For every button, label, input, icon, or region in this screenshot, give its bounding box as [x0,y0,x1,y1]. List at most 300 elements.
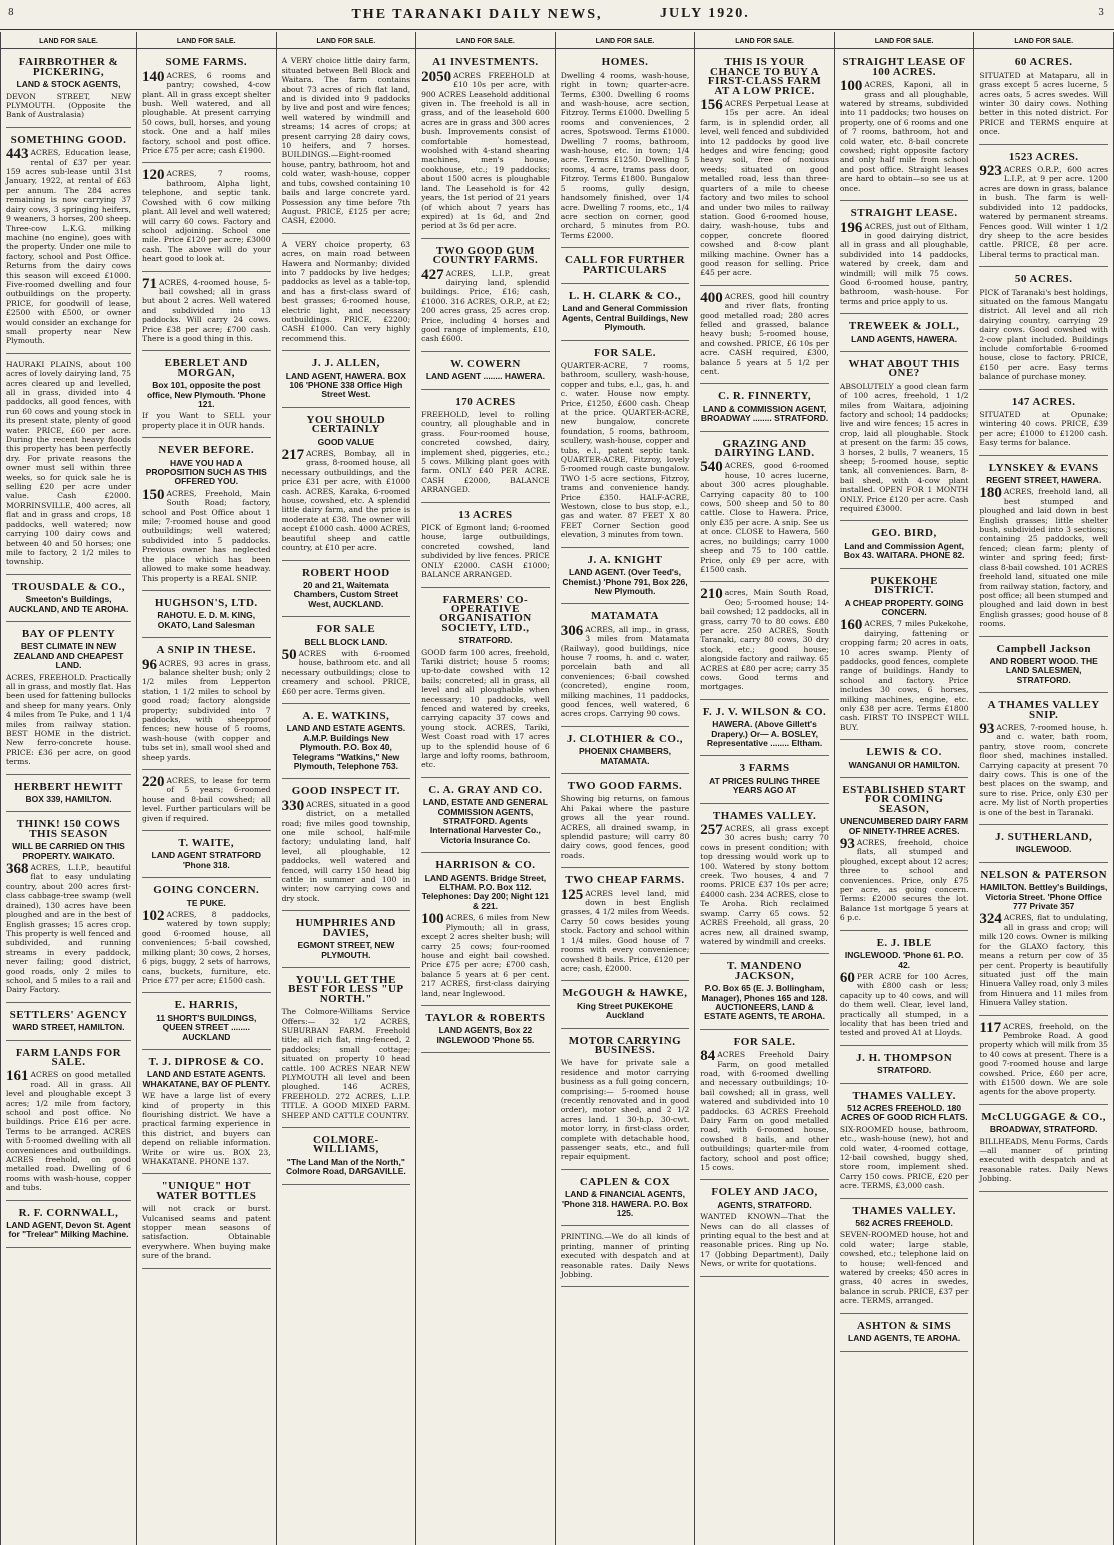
ad-text: A VERY choice little dairy farm, situated between Bell Block and Waitara. The farm contains about 73 acres of rich flat land, and is divided into 9 paddocks by live and post and wire fences; well watered by windmill and streams; 14 acres of crops; at present carrying 28 dairy cows, 10 heifers, and 7 horses. BUILDINGS.—Eight-roomed house, pantry, bathroom, hot and cold water, wash-house, copper and tubs, cowshed containing 10 bails and large concrete yard. Possession any time before 7th August. PRICE, £125 per acre; CASH, £2000. [281,56,411,226]
ad-text: A VERY choice property, 63 acres, on main road between Hawera and Normanby; divided into 7 paddocks by live hedges; paddocks as level as a table-top, and has a first-class sward of best grasses; 6-roomed house, electric light, and necessary outbuildings. PRICE, £2200; CASH £1000. Can very highly recommend this. [281,239,411,343]
ad-subtitle: REGENT STREET, HAWERA. [986,475,1102,486]
ad-body [560,622,690,719]
classified-ad [700,807,829,955]
classified-ad [282,782,411,911]
ad-subtitle: 512 ACRES FREEHOLD. 180 ACRES OF GOOD RICH FLATS. [840,1102,968,1123]
agent-name: HUMPHRIES AND DAVIES, [295,917,396,939]
classified-ad [142,275,271,352]
ad-acreage: 60 [839,969,855,986]
agent-name: TREWEEK & JOLL, [848,320,960,333]
ad-body [6,92,131,120]
agent-name: HUGHSON'S, LTD. [154,596,258,609]
ad-title: "UNIQUE" HOT WATER BOTTLES [156,1180,257,1202]
ad-body [421,266,550,344]
ad-text: ACRES, freehold, on the Pembroke Road. A good property which will milk from 35 to 40 cows at present. There is a good 7-roomed house and large cowshed. Price, £60 per acre, with £1500 down. We are sole agents for the above property. [979,1021,1108,1097]
ad-title: WHAT ABOUT THIS ONE? [848,357,960,380]
ad-text: Showing big returns, on famous Ahi Pakai where the pasture grows all the year round. ACRES, all drained swamp, in splendid pasture; will carry 80 dairy cows, good fences, good roads. [560,794,690,860]
ad-body [700,824,829,946]
ad-title: LYNSKEY & EVANS [988,461,1099,474]
ad-text: SITUATED at Mataparu, all in grass except 5 acres lucerne, 5 acres oats, 5 acres swedes. Will winter 30 dairy cows. Nothing better in this noted district. For PRICE and TERMS enquire at once. [979,70,1108,137]
ad-text: WE have a large list of every kind of property in this flourishing district. We have a practical farming experience in this district, and buyers can depend on reliable information. Write or wire us. BOX 23, WHAKATANE. PHONE 137. [142,1091,271,1166]
column-7 [835,32,975,1545]
ad-body [700,1050,829,1172]
ad-text: ACRES, Education lease, rental of £37 per year. 159 acres sub-lease until 31st January, 1922, at rental of £63 per annum. The 284 acres remaining is now carrying 37 dairy cows, 3 springing heifers, 9 weaners, 3 horses, 200 sheep. Three-cow L.K.G. milking machine (no engine), goes with the property. Under one mile to factory, school and Post Office. Returns from the dairy cows this season will exceed £1000. Five-roomed dwelling and four outbuildings on the property. PRICE, for goodwill of lease, £2500 with £500, or owner would consider an exchange for small property near New Plymouth. [6,148,131,346]
agent-name: L. H. CLARK & CO., [568,289,682,302]
classified-ad [282,707,411,779]
ad-body [142,910,271,985]
ad-subtitle: LAND AND ESTATE AGENTS. A.M.P. Buildings New Plymouth. P.O. Box 40, Telegrams "Watkins," New Plymouth, Telephone 753. [286,723,406,771]
ad-subtitle: LAND AGENT, Devon St. Agent for "Trelear" Milking Machine. [6,1220,131,1240]
ad-text: ACRES, Kaponi, all in grass and all ploughable, watered by streams, subdivided into 11 paddocks; two houses on property, one of 6 rooms and one of 7 rooms, bathroom, hot and cold water, etc. 8-bail concrete cowshed; right opposite factory and only half mile from school and post office. Straight leases are hard to obtain—so see us at once. [839,80,969,193]
ad-acreage: 220 [142,774,165,790]
agent-name: ASHTON & SIMS [856,1319,952,1332]
ad-text: The Colmore-Williams Service Offers:— 32 1/2 ACRES, SUBURBAN FARM. Freehold title; all rich flat, ring-fenced, 2 paddocks; small cottage; situated on property 10 head cattle. 100 ACRES NEAR NEW PLYMOUTH all level and been ploughed. 146 ACRES, FREEHOLD. 272 ACRES, L.I.P. TITLE. A GOOD MIXED FARM. SHEEP AND CATTLE COUNTRY. [281,1007,411,1120]
ad-text: PER ACRE for 100 Acres, with £800 cash or less; capacity up to 40 cows, and will do them well. Clear, level land, practically all stumped, in a locality that has been tried and tested and proved A1 at Lloyds. [839,971,969,1038]
column-header: LAND FOR SALE. [137,34,276,49]
classified-ad [421,506,550,588]
ad-subtitle: Land and General Commission Agents, Central Buildings, New Plymouth. [561,303,689,333]
ad-text: ACRES, situated in a good district, on a metalled road; five miles good township, one mile school, half-mile factory; undulating land, half level, all ploughable, 12 paddocks, well watered and fenced, will carry 150 head big cattle in summer and 100 in winter; now carrying cows and dry stock. [281,799,411,903]
classified-ad [979,148,1108,267]
ad-acreage: 324 [979,911,1002,928]
ad-body [421,648,550,770]
ad-acreage: 217 [281,447,305,464]
ad-title: A1 INVESTMENTS. [432,56,539,69]
ad-body [840,619,969,732]
column-6 [695,32,835,1545]
ad-text: We have for private sale a residence and motor carrying business as a full going concern, comprising:— 5-roomed house (recently renovated and in good order), motor shed, and 2 1/2 acres land. 1 30-h.p. 30-cwt. motor lorry, in first-class order, complete with detachable hood, passenger seats, etc., and full repair equipment. [560,1058,690,1162]
ad-acreage: 257 [700,822,723,839]
ad-text: WANTED KNOWN—That the News can do all classes of printing equal to the best and at reasonable prices. Ring up No. 17 (Jobbing Department), Daily News, or write for quotations. [700,1212,829,1269]
ad-acreage: 125 [560,886,584,903]
agent-name: TROUSDALE & CO., [11,580,126,593]
ad-body [142,1204,271,1260]
ad-subtitle: WILL BE CARRIED ON THIS PROPERTY. WAIKATO. [12,841,125,861]
ad-body [6,360,131,567]
agent-name: J. J. ALLEN, [311,357,380,370]
classified-ad [142,773,271,831]
classified-ad [142,53,271,163]
classified-ad [561,1032,690,1170]
ad-title: TWO GOOD FARMS. [567,780,683,792]
classified-ad [282,237,411,351]
ad-title: YOU'LL GET THE BEST FOR LESS "UP NORTH." [288,973,404,1005]
ad-title: W. COWERN [450,357,521,370]
ad-body [560,886,690,974]
ad-subtitle: A CHEAP PROPERTY. GOING CONCERN. [844,597,964,617]
column-2 [137,32,277,1545]
ad-text: ACRES, just out of Eltham, in good dairying district, all in grass and all ploughable, subdivided into 14 paddocks, watered by creek, dam and windmill; will milk 75 cows. Good 6-roomed house, pantry, bathroom, wash-house. For terms and price apply to us. [839,221,969,306]
ad-subtitle: AND ROBERT WOOD. THE LAND SALESMEN, STRATFORD. [989,655,1098,685]
column-header: LAND FOR SALE. [974,34,1113,49]
masthead-date: JULY 1920. [660,6,750,21]
ad-title: BAY OF PLENTY [21,627,116,640]
classified-ad [700,387,829,431]
ad-text: SEVEN-ROOMED house, hot and cold water; large stable, cowshed, etc.; telephone laid on to house; well-fenced and watered by creeks; 450 acres in grass, 40 acres in swedes, balance in scrub. PRICE, £37 per acre. TERMS, arranged. [839,1230,969,1306]
ad-title: HOMES. [601,56,649,69]
classified-ad [142,1053,271,1174]
ad-title: 50 ACRES. [1014,273,1073,286]
ad-title: ROBERT HOOD [301,566,390,579]
classified-ad [840,1317,969,1352]
ad-acreage: 196 [839,219,863,236]
ad-title: THINK! 150 COWS THIS SEASON [16,818,121,840]
ad-body [142,1091,271,1166]
ad-text: ACRES with 6-roomed house, bathroom etc. and all necessary outbuildings; close to creamery and school. PRICE, £60 per acre. Terms given. [281,648,411,696]
agent-name: T. J. DIPROSE & CO. [148,1055,264,1068]
ad-body [979,410,1108,448]
classified-ad [142,594,271,638]
ad-text: ACRES, 7 rooms, bathroom, Alpha light, telephone, and septic tank. Cowshed with 6 cow milking plant. All level and well watered; will carry 60 cows. Factory and school adjoining. School one mile. Price £120 per acre; £3000 cash. The above will do your heart good to look at. [142,169,271,264]
agent-name: F. J. V. WILSON & CO. [702,705,827,718]
ad-title: MATAMATA [591,610,659,623]
ad-body [700,588,829,691]
agent-name: C. A. GRAY AND CO. [428,783,543,796]
ad-text: ACRES, good 6-roomed house, 10 acres lucerne, about 300 acres ploughable. Carrying capacity 80 to 100 cows, 500 sheep and 50 to 80 cattle. Close to Hawera. Price, only £35 per acre. A snip. See us at once. CLOSE to Hawera, 560 acres, no buildings; carry 1000 sheep and 75 to 100 cattle. Price, only £9 per acre, with £1500 cash. [700,461,829,574]
agent-name: C. R. FINNERTY, [717,390,812,403]
ad-acreage: 180 [979,485,1002,502]
classified-ad [6,815,131,1002]
ad-body [839,969,969,1038]
ad-body [421,523,550,579]
ad-acreage: 540 [700,459,723,476]
masthead-left-folio: 8 [8,8,14,18]
classified-ad [282,354,411,408]
ad-acreage: 161 [6,1068,29,1085]
ad-body [840,838,969,923]
ad-text: ACRES, all imp., in grass, 3 miles from Matamata (Railway), good buildings, nice house 7 rooms, h. and c. water, porcelain bath and all conveniences; 6-bail cowshed (concreted), engine room, milking machines, 11 paddocks, good fences, well watered, 6 acres crops. Carrying 90 cows. [560,624,690,719]
ad-text: PICK of Taranaki's best holdings, situated on the famous Mangatu district. All level and all rich dairying country, carrying 29 dairy cows. Good cowshed with 2-cow plant included. Buildings include comfortable 6-roomed house, close to factory. PRICE, £150 per acre. Easy terms balance of purchase money. [979,287,1108,382]
ad-acreage: 306 [560,622,584,639]
ad-text: ACRES, FREEHOLD. Practically all in grass, and mostly flat. Has been used for fattening bullocks and sheep for many years. Only 4 miles from Te Puke, and 1 1/4 miles from railway station. BEST HOME in the district. New ferro-concrete house. PRICE: £36 per acre, on good terms. [6,672,131,767]
masthead-right-folio: 3 [1098,8,1104,18]
ad-subtitle: LAND AGENT, HAWERA. BOX 106 'PHONE 338 Office High Street West. [285,370,406,400]
ad-body [561,361,690,540]
column-4 [416,32,556,1545]
ad-subtitle: INGLEWOOD. [1015,844,1072,855]
classified-ad [700,1033,829,1181]
masthead [0,0,1114,30]
classified-ad [979,459,1108,637]
classified-ad [840,204,969,314]
ad-text: ACRES, to lease for term of 5 years; 6-roomed house and 8-bail cowshed; all level. Further particulars will be given if required. [142,776,271,823]
ad-body [421,410,550,495]
ad-subtitle: TE PUKE. [186,897,226,908]
ad-text: ACRES O.R.P., 600 acres L.I.P., at 9 per acre. 1200 acres are down in grass, balance in bush. The farm is well-subdivided into 12 paddocks, watered by permanent streams. Fences good. Will winter 1 1/2 dry sheep to the acre besides cattle. PRICE, £8 per acre. Liberal terms to practical man. [979,165,1108,259]
ad-body [421,68,550,231]
classified-ad [840,1202,969,1314]
classified-ad [561,777,690,868]
classified-ad [700,435,829,583]
ad-text: ACRES, 8 paddocks, watered by town supply; good 6-roomed house, all conveniences; 5-bail cowshed, milking plant; 30 cows, 2 horses, 6 pigs, buggy, 2 sets of harrows, cans, buckets, furniture, etc. Price £77 per acre; £1500 cash. [142,910,271,985]
ad-title: HERBERT HEWITT [14,780,123,793]
ad-text: ACRES, freehold, choice flats, all stumped and ploughed, except about 12 acres; three to school and conveniences. Price, only £75 per acre, as going concern. Terms: £2000 secures the lot. Balance 1st mortgage 5 years at 6 p.c. [839,838,969,923]
ad-text: ACRES FREEHOLD at £10 10s per acre, with 900 ACRES Leasehold additional given in. The freehold is all in grass, and of the leasehold 600 acres are in grass and 300 acres bush. Improvements consist of comfortable homestead, woolshed with 4-stand shearing machines, men's house, cookhouse, etc.; 19 paddocks; about 1500 acres is ploughable land. The Leasehold is for 42 years, the 1st period of 21 years (of which about 7 years has expired) at 1s 6d, and 2nd period at 3s 6d per acre. [421,70,550,231]
ad-body [700,289,829,377]
ad-text: ACRES, 7-roomed house, h. and c. water, bath room, pantry, stove room, concrete floor shed, machines installed. Carrying capacity at present 70 dairy cows. This is one of the best places on the swamp, and sure to rise. Price, only £30 per acre. My list of North properties is one of the best in Taranaki. [979,722,1108,817]
classified-ad [840,317,969,352]
classified-ad [142,641,271,770]
ad-subtitle: BEST CLIMATE IN NEW ZEALAND AND CHEAPEST LAND. [13,641,124,671]
classified-ad [561,251,690,284]
ad-title: NEVER BEFORE. [158,444,255,457]
ad-subtitle: EGMONT STREET, NEW PLYMOUTH. [297,940,395,960]
agent-name: T. WAITE, [178,837,235,850]
column-header: LAND FOR SALE. [835,34,974,49]
ad-acreage: 140 [142,68,165,85]
ad-text: GOOD farm 100 acres, freehold, Tariki district; house 5 rooms; up-to-date cowshed with 12 bails; concreted; all in grass, all level and all ploughable when necessary; 10 paddocks, well fenced and watered by creeks, carrying capacity 37 cows and young stock. ACRES, Tariki, West Coast road with 17 acres up to the splendid house of 6 large and lofty rooms, bathroom, etc. [421,647,550,770]
agent-name: J. SUTHERLAND, [995,831,1093,844]
ad-text: ACRES, all grass except 30 acres bush; carry 70 cows in present condition; with top dressing would work up to 100. Watered by stony bottom creek. Two houses, 4 and 7 rooms. PRICE £37 10s per acre; £4000 cash. 234 ACRES, close to Te Aroha. Rich reclaimed swamp. Carry 65 cows. 52 ACRES Freehold, all grass, 20 acres new, all drained swamp, watered by windmill and creeks. [700,824,829,946]
ad-body [282,56,411,225]
ad-title: 1523 ACRES. [1008,150,1079,163]
classified-ad [840,53,969,201]
ad-text: SITUATED at Opunake; wintering 40 cows. PRICE, £39 per acre; £1000 to £1200 cash. Easy terms for balance. [979,410,1108,448]
masthead-title: THE TARANAKI DAILY NEWS, [351,6,603,22]
ad-text: BILLHEADS, Menu Forms, Cards—all manner of printing executed with despatch and at reasonable rates. Daily News Jobbing. [979,1136,1108,1184]
ad-body [6,1070,131,1192]
classified-ad [840,572,969,741]
ad-subtitle: LAND AGENT STRATFORD 'Phone 318. [151,850,262,870]
ad-subtitle: 20 and 21, Waitemata Chambers, Custom Street West, AUCKLAND. [293,579,399,609]
classified-ad [840,355,969,522]
ad-title: GOING CONCERN. [153,884,260,897]
column-8 [974,32,1114,1545]
column-header: LAND FOR SALE. [556,34,695,49]
classified-ad [979,1019,1108,1105]
ad-text: ACRES, 93 acres in grass, balance shelter bush; only 2 1/2 miles from Lepperton station, 1 1/2 miles to school by good road; factory alongside property; subdivided into 7 paddocks, with sheepproof fences; new house of 5 rooms, wash-house (with copper and tubs set in), small wool shed and sheep yards. [142,658,271,762]
ad-title: THAMES VALLEY. [852,1204,956,1217]
ad-body [142,486,271,583]
classified-ad [979,696,1108,825]
classified-ad [561,730,690,774]
agent-name: J. CLOTHIER & CO., [567,732,683,745]
ad-acreage: 427 [421,266,444,283]
classified-ad [282,620,411,704]
ad-body [979,1137,1108,1184]
ad-title: J. A. KNIGHT [587,553,663,566]
ad-body [6,863,131,995]
column-header: LAND FOR SALE. [1,34,136,49]
classified-ad [142,1177,271,1268]
ad-text: ACRES level land, mid down in best English grasses, 4 1/2 miles from Weeds. Carry 50 cows besides young stock. Factory and school within 1 1/4 miles. Good house of 7 rooms with every convenience; cowshed 8 bails. Price, £120 per acre; cash, £2000. [560,888,690,973]
ad-subtitle: AGENTS, STRATFORD. [717,1199,812,1210]
ad-title: E. J. IBLE [876,936,932,949]
agent-name: TAYLOR & ROBERTS [425,1011,546,1024]
classified-ad [6,131,131,354]
classified-ad [979,828,1108,863]
agent-name: T. MANDENO JACKSON, [727,960,803,982]
ad-text: SIX-ROOMED house, bathroom, etc., wash-house (new), hot and cold water, 4-roomed cottage, 12-bail cowshed, buggy shed, store room, implement shed. Carry 150 cows. PRICE, £20 per acre. TERMS, £3,000 cash. [839,1124,969,1191]
classified-ad [421,856,550,1006]
ad-body [282,449,411,552]
ad-text: ACRES Perpetual Lease at 15s per acre. An ideal farm, is in splendid order, all level, well fenced and subdivided into 12 paddocks by good live hedges and wire fencing; good heavy soil, free of noxious weeds; situated on good metalled road, less than three-quarters of a mile to cheese factory and two miles to school and under two miles to railway station. Good 6-roomed house, dairy, wash-house, tubs and copper, concrete floored cowshed and 8-cow plant milking machine. Owner has a good reason for selling. Price £45 per acre. [700,99,829,278]
ad-acreage: 210 [700,586,723,603]
ad-title: STRAIGHT LEASE. [850,207,958,220]
ad-subtitle: BROADWAY, STRATFORD. [989,1124,1098,1135]
ad-subtitle: LAND AGENTS, TE AROHA. [848,1333,961,1344]
classified-ad [421,355,550,390]
classified-ad [979,270,1108,389]
ad-body [979,720,1108,817]
classified-ad [142,834,271,878]
ad-body [561,71,690,240]
ad-subtitle: LAND AGENTS, HAWERA. [851,333,958,344]
classified-ad [6,778,131,813]
classified-ad [142,996,271,1050]
classified-ad [700,759,829,803]
classified-ad [840,743,969,778]
ad-title: TWO GOOD GUM COUNTRY FARMS. [432,244,539,267]
column-header: LAND FOR SALE. [416,34,555,49]
ad-body [421,913,550,998]
classified-ad [700,957,829,1029]
classified-ad [6,1044,131,1201]
ad-text: ACRES, good hill country and river flats, fronting good metalled road; 280 acres felled and grassed, balance heavy bush; 5-roomed house, and cowshed. PRICE, £6 10s per acre. CASH required, £300, balance 5 years at 5 1/2 per cent. [700,291,829,376]
ad-title: 13 ACRES [458,508,513,521]
ad-title: FOR SALE. [733,1035,796,1048]
ad-text: ACRES, 4-roomed house, 5-bail cowshed; all in grass but about 2 acres. Well watered and subdivided into 13 paddocks. Will carry 24 cows. Price £38 per acre; £700 cash. There is a good thing in this. [142,277,271,343]
ad-text: QUARTER-ACRE, 7 rooms, bathroom, scullery, wash-house, copper and tubs, e.l., gas, h. and c. water. House now empty. Price, £1250, £600 cash. Cheap at the price. QUARTER-ACRE, new bungalow, concrete foundation, 5 rooms, bathroom, scullery, wash-house, copper and tubs, e.l., patent septic tank. QUARTER-ACRE, Fitzroy, lovely 5-roomed rough caste bungalow. TWO 1-5 acre sections, Fitzroy, trams and convenience handy. Price £350. HALF-ACRE, Westown, close to bus stop, e.l., gas and water. 87 FEET X 80 FEET Corner Section good elevation, 3 minutes from town. [560,360,690,540]
ad-text: PICK of Egmont land; 6-roomed house, large outbuildings, concreted cowshed, land subdivided by live fences. PRICE ONLY £2000. CASH £1000; BALANCE ARRANGED. [421,523,550,580]
ad-subtitle: INGLEWOOD. 'Phone 61. P.O. 42. [844,950,964,970]
ad-body [700,461,829,574]
ad-subtitle: 11 SHORT'S BUILDINGS, QUEEN STREET ........ AUCKLAND [156,1012,257,1042]
ad-acreage: 120 [142,167,165,184]
ad-text: Dwelling 4 rooms, wash-house, right in town; quarter-acre. Terms, £300. Dwelling 6 rooms and wash-house, acre section, Fitzroy. Terms £1000. Dwelling 5 rooms and conveniences, 2 acres, Spotswood. Terms £1000. Dwelling 7 rooms, bathroom, wash-house, etc. in town; 1/4 acre. Terms £1250. Dwelling 5 rooms, 4 acre, trams pass door, Fitzroy. Terms £1800. Bungalow 5 rooms, gully design, handsomely finished, over 1/4 acre. Dwelling 7 rooms, etc., 1/4 acre section on corner, good orchard, 5 minutes from P.O. Terms £2000. [560,70,690,240]
classified-ad [6,625,131,775]
classified-ad [421,393,550,503]
ad-title: SOME FARMS. [165,56,248,69]
ad-title: ESTABLISHED START FOR COMING SEASON, [842,784,966,815]
ad-subtitle: UNENCUMBERED DAIRY FARM OF NINETY-THREE ACRES. [840,816,969,836]
ad-acreage: 150 [142,486,165,503]
classified-ad [421,781,550,853]
classified-ad [561,871,690,981]
ad-body [281,797,411,903]
ad-title: MOTOR CARRYING BUSINESS. [568,1034,682,1056]
classified-ad [282,53,411,233]
ad-subtitle: Box 101, opposite the post office, New Plymouth. 'Phone 121. [146,380,266,409]
ad-text: HAURAKI PLAINS, about 100 acres of lovely dairying land, 75 acres cleared up and levelled, all in grass, divided into 4 paddocks, all good fences, with run 60 cows and young stock in its present state, plenty of good water. PRICE, £60 per acre. During the recent heavy floods this property has been perfectly dry. For private reasons the owner must sell within three weeks, so for quick sale he is selling £20 per acre under value. Cash £2000. MORRINSVILLE, 400 acres, all flat and in grass and crops, 18 paddocks, well watered; now carrying 100 dairy cows and between 40 and 50 horses; one mile to factory, 2 1/2 miles to township. [6,359,131,567]
ad-body [979,288,1108,382]
classified-ad [421,591,550,778]
agent-name: COLMORE-WILLIAMS, [312,1134,379,1156]
ad-subtitle: "The Land Man of the North," Colmore Road, DARGAVILLE. [285,1156,406,1177]
ad-body [979,71,1108,137]
classified-ad [421,242,550,352]
ad-subtitle: LAND AGENT. (Over Teed's, Chemist.) 'Phone 791, Box 226, New Plymouth. [562,567,688,596]
ad-body [142,656,271,762]
ad-body [142,169,271,263]
ad-body [282,240,411,343]
ad-body [6,673,131,767]
ad-text: ACRES, 6 rooms and pantry; cowshed, 4-cow plant. All in grass except shelter bush. Well watered, and all ploughable. At present carrying 50 cows, bull, horses, and young stock. One and a half miles factory, school and post office. Price £75 per acre; cash £1900. [142,70,271,156]
classified-ad [282,564,411,618]
ad-body [142,275,271,344]
ad-subtitle: LAND AGENT ........ HAWERA. [425,371,545,382]
agent-name: LEWIS & CO. [866,746,942,759]
ad-subtitle: WARD STREET, HAMILTON. [12,1022,125,1033]
ad-acreage: 117 [979,1019,1002,1036]
classified-ad [979,393,1108,456]
ad-title: A THAMES VALLEY SNIP. [987,699,1100,721]
ad-body [142,776,271,823]
column-3 [277,32,417,1545]
classified-ad [282,1131,411,1185]
classified-ad [840,524,969,568]
agent-name: E. HARRIS, [174,999,238,1012]
classified-ad [142,166,271,271]
ad-title: A SNIP IN THESE. [156,644,257,657]
classified-ad [700,703,829,757]
classified-ad [561,1173,690,1227]
classified-ad [561,607,690,726]
ad-body [561,794,690,860]
classified-ad [700,53,829,285]
ad-body [840,1125,969,1191]
ad-subtitle: LAND & COMMISSION AGENT, BROADWAY ........ STRATFORD. [700,403,829,424]
ad-subtitle: LAND & FINANCIAL AGENTS, 'Phone 318. HAWERA. P.O. Box 125. [561,1189,689,1219]
ad-subtitle: STRATFORD. [458,635,513,646]
classified-ad [282,914,411,968]
ad-subtitle: WANGANUI OR HAMILTON. [848,759,960,770]
ad-acreage: 156 [700,97,723,114]
ad-acreage: 400 [700,289,723,306]
ad-subtitle: HAMILTON. Bettley's Buildings, Victoria Street. 'Phone Office 777 Private 357 [980,882,1108,912]
classified-ad [979,1108,1108,1192]
agent-name: CAPLEN & COX [579,1175,671,1188]
classified-ad [840,1049,969,1084]
classified-ad [282,411,411,561]
agent-name: EBERLET AND MORGAN, [164,357,248,379]
ad-subtitle: AT PRICES RULING THREE YEARS AGO AT [709,775,820,796]
ad-subtitle: HAWERA. (Above Gillett's Drapery.) Or— A. BOSLEY, Representative ........ Eltham. [706,719,823,748]
ad-title: THIS IS YOUR CHANCE TO BUY A FIRST-CLASS FARM AT A LOW PRICE. [707,56,822,97]
classified-ad [561,551,690,605]
ad-text: acres, Main South Road, Oeo; 5-roomed house; 14-bail cowshed; 12 paddocks, all in grass, carry 70 to 80 cows. £80 per acre. 250 ACRES, South Taranaki, carry 80 cows, 30 dry stock, etc.; good house; alongside factory and railway. 65 ACRES at £80 per acre; carry 35 cows. Good terms and mortgages. [700,588,829,692]
ad-subtitle: LAND AND ESTATE AGENTS. WHAKATANE, BAY OF PLENTY. [142,1069,271,1089]
ad-subtitle: BOX 339, HAMILTON. [25,794,112,805]
ad-body [979,487,1108,628]
classified-ad [700,585,829,699]
ad-body [839,219,969,307]
classified-ad [561,287,690,341]
ad-text: ACRES on good metalled road. All in grass. All level and ploughable except 3 acres; 1/2 mile from factory, school and post office. No buildings. Price £16 per acre. Terms to be arranged. ACRES with 5-roomed dwelling with all conveniences and outbuildings. ACRES freehold, on good metalled road. Dwelling of 6 rooms with wash-house, copper and tubs. [6,1070,131,1193]
ad-title: SOMETHING GOOD. [10,133,127,146]
ad-body [561,1232,690,1279]
ad-subtitle: PHOENIX CHAMBERS, MATAMATA. [578,746,672,766]
classified-ad [6,357,131,575]
ad-acreage: 84 [700,1048,716,1065]
ad-subtitle: GOOD VALUE [317,436,375,447]
agent-name: A. E. WATKINS, [302,709,390,722]
ad-title: GRAZING AND DAIRYING LAND. [714,437,815,460]
classified-ad [979,53,1108,144]
ad-title: FOR SALE [316,623,376,636]
ad-body [840,80,969,193]
ad-body [282,1007,411,1120]
ad-title: HARRISON & CO. [435,859,536,872]
ad-title: NELSON & PATERSON [980,868,1108,881]
ad-text: ACRES, L.I.P., great dairying land, splendid buildings. Price, £16; cash, £1000. 316 ACRES, O.R.P., at £2; 200 acres grass, 25 acres crop. Price, including 4 horses and good range of implements, £10, cash £600. [421,268,550,344]
ad-body [700,1212,829,1268]
ad-subtitle: HAVE YOU HAD A PROPOSITION SUCH AS THIS OFFERED YOU. [145,457,267,487]
ad-body [979,913,1108,1007]
ad-text: PRINTING.—We do all kinds of printing, manner of printing executed with despatch and at reasonable rates. Daily News Jobbing. [560,1232,690,1280]
ad-subtitle: LAND AGENTS. Bridge Street, ELTHAM. P.O. Box 112. Telephones: Day 200; Night 121 & 221. [421,872,550,911]
classified-ad [979,866,1108,1016]
